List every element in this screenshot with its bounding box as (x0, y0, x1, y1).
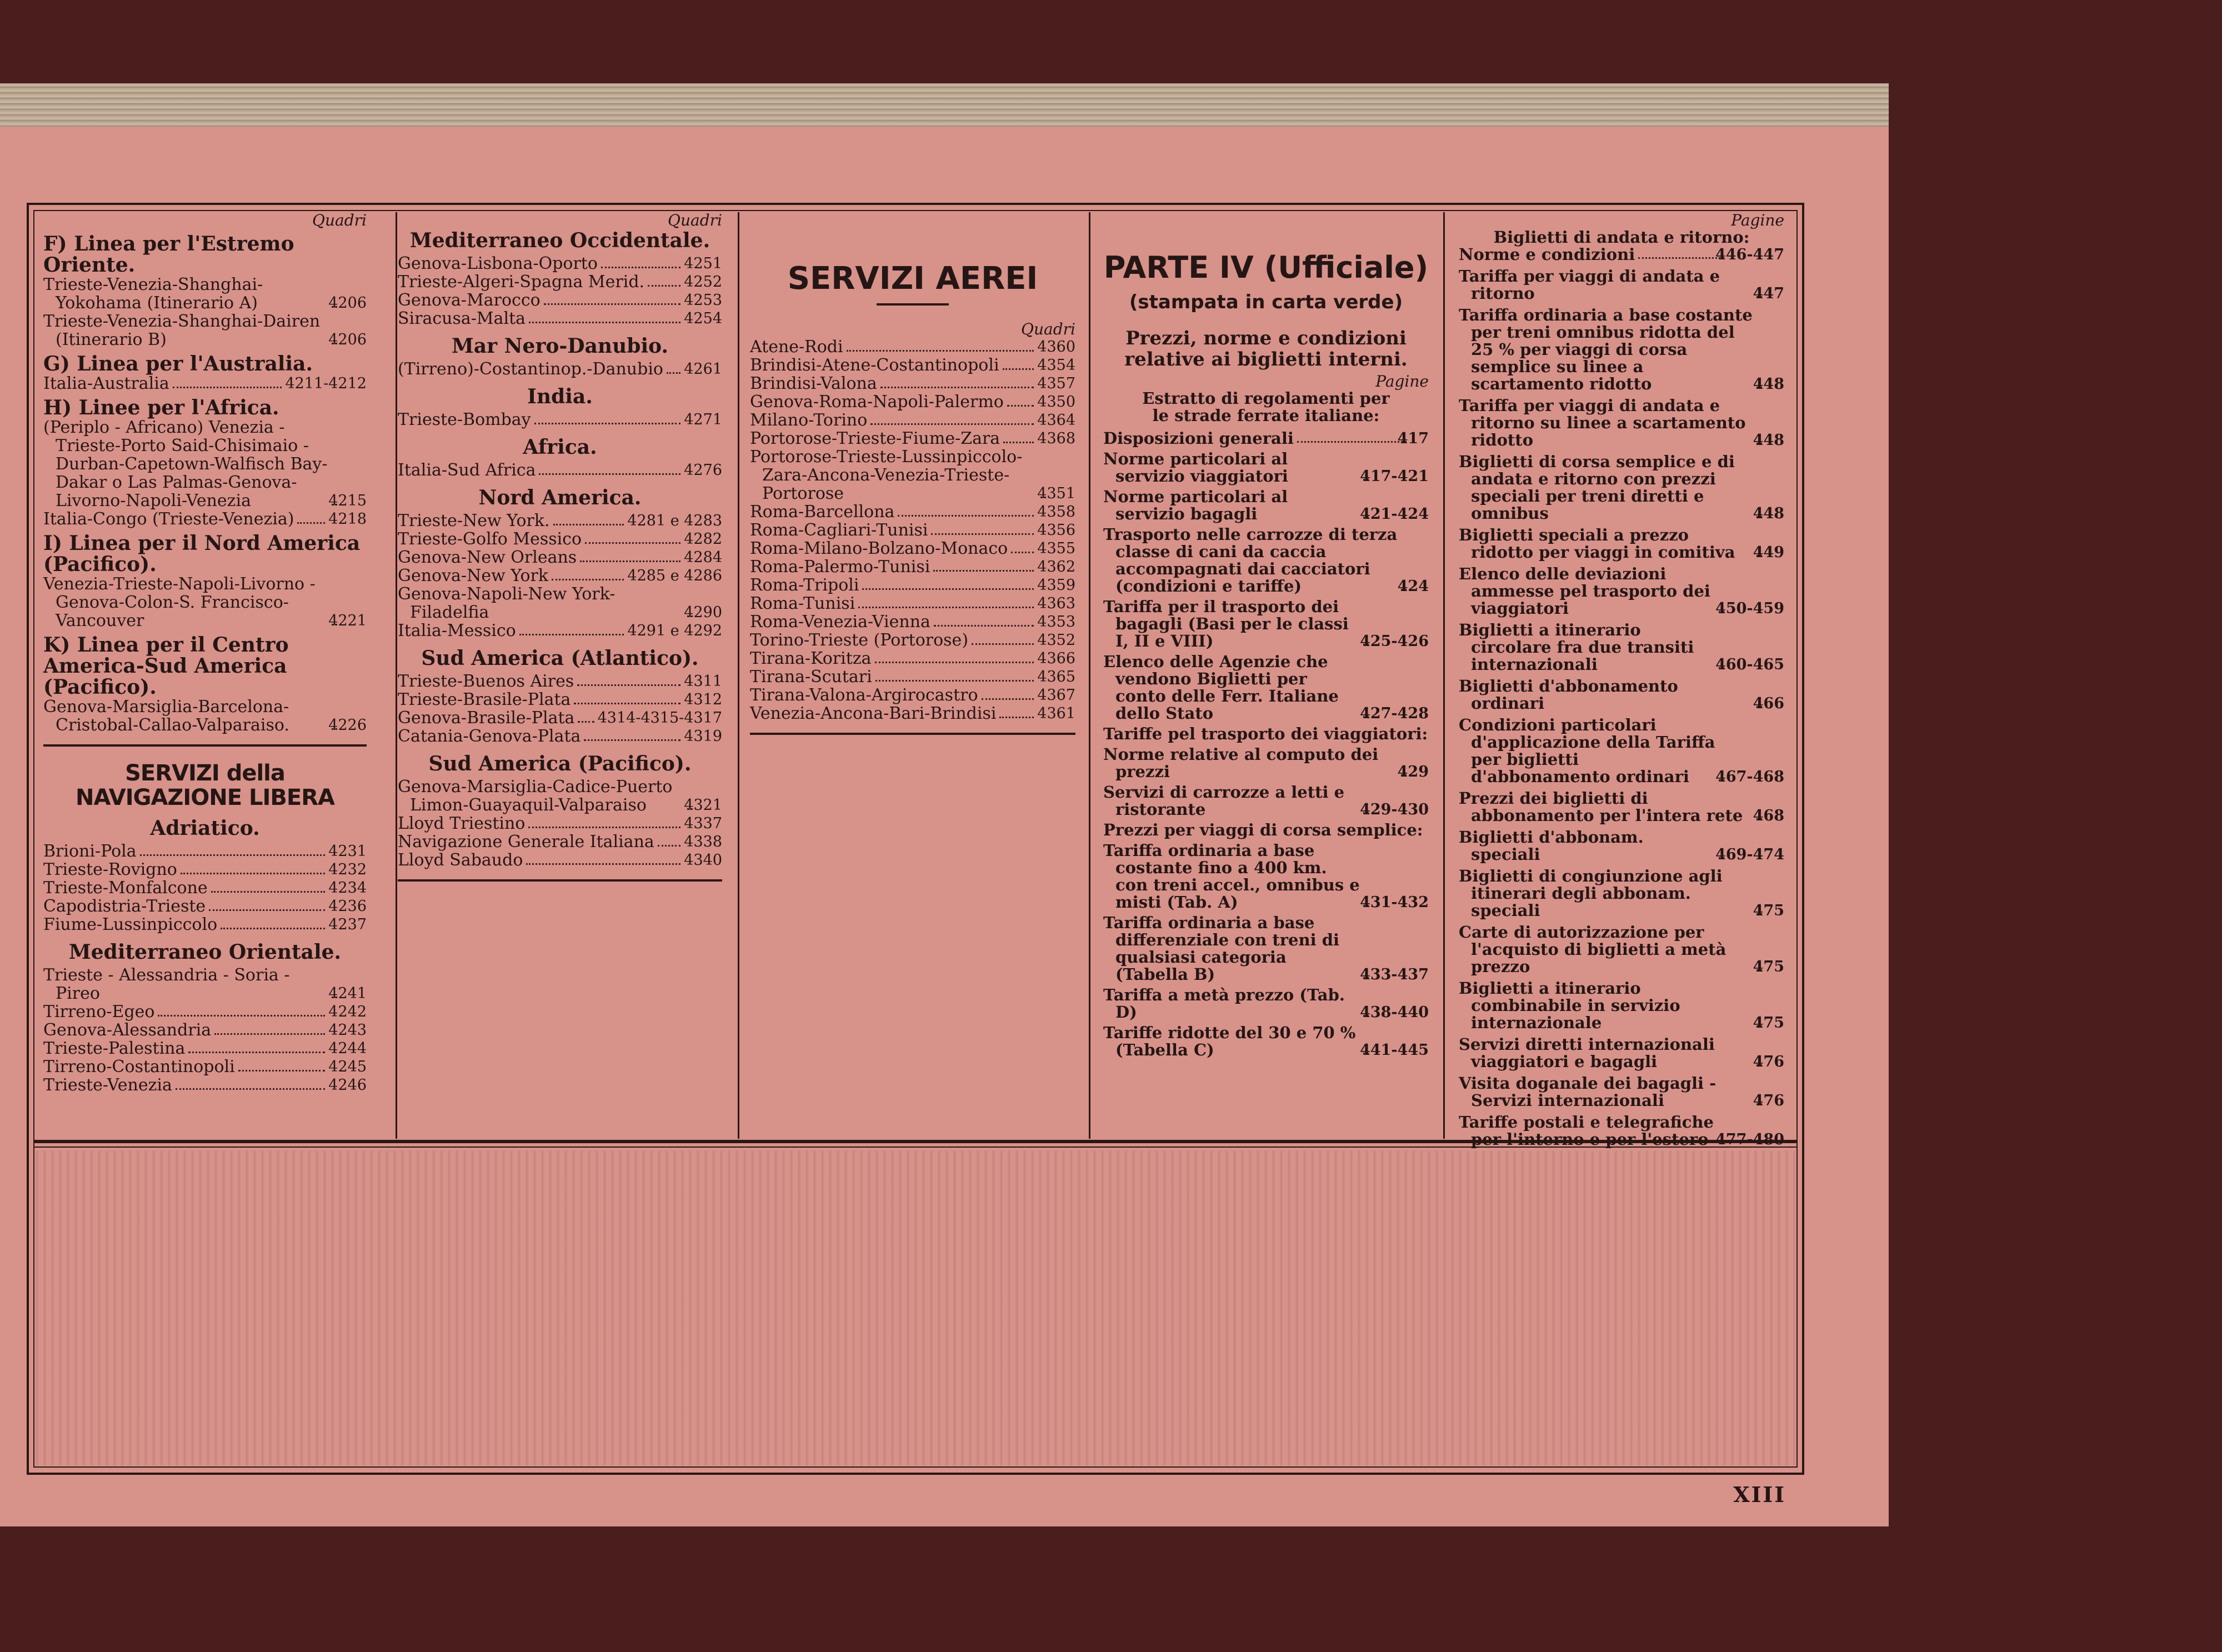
section-title: Mediterraneo Occidentale. (409, 229, 710, 252)
list-item: Brindisi-Valona 4357 (750, 374, 1075, 393)
list-item: Biglietti d'abbonam. speciali 469-474 (1459, 828, 1784, 864)
list-item: Trieste-Golfo Messico 4282 (398, 529, 722, 549)
list-item: Venezia-Ancona-Bari-Brindisi 4361 (750, 704, 1075, 723)
list-item: Biglietti a itinerario circolare fra due transiti internazionali 460-465 (1459, 620, 1784, 674)
list-item: Biglietti a itinerario combinabile in servizio internazionale 475 (1459, 979, 1784, 1032)
section-title: Sud America (Atlantico). (421, 647, 699, 670)
column-head: Pagine (1731, 211, 1784, 229)
list-item: Trieste-Bombay 4271 (398, 410, 722, 429)
column-head: Quadri (1021, 320, 1075, 338)
list-item: Navigazione Generale Italiana 4338 (398, 832, 722, 852)
list-item: Tariffa ordinaria a base costante per treni omnibus ridotta del 25 % per viaggi di corsa semplice su linee a scartamento ridotto 448 (1459, 306, 1784, 393)
list-item: Lloyd Triestino 4337 (398, 814, 722, 833)
section-title: Sud America (Pacifico). (428, 752, 692, 775)
list-item: Genova-Marsiglia-Cadice-Puerto Limon-Guayaquil-Valparaiso 4321 (398, 777, 722, 815)
parte-iv-heading: Prezzi, norme e condizioni relative ai biglietti interni. (1124, 327, 1408, 371)
list-item: Tariffa per il trasporto dei bagagli (Basi per le classi I, II e VIII) 425-426 (1103, 597, 1429, 650)
title-underline (877, 303, 949, 306)
list-item: Servizi diretti internazionali viaggiatori e bagagli 476 (1459, 1035, 1784, 1071)
servizi-aerei-title: SERVIZI AEREI (787, 261, 1038, 297)
list-item: Tariffe ridotte del 30 e 70 % (Tabella C) 441-445 (1103, 1023, 1429, 1059)
list-item: Norme relative al computo dei prezzi 429 (1103, 745, 1429, 781)
list-item: Disposizioni generali 417 (1103, 429, 1429, 448)
list-item: Italia-Sud Africa 4276 (398, 460, 722, 480)
list-item: Genova-New Orleans 4284 (398, 548, 722, 567)
list-item: Tariffa ordinaria a base costante fino a 400 km. con treni accel., omnibus e misti (Tab. A) 431-432 (1103, 841, 1429, 912)
list-item: Elenco delle deviazioni ammesse pel trasporto dei viaggiatori 450-459 (1459, 564, 1784, 618)
list-item: Fiume-Lussinpiccolo 4237 (43, 915, 367, 934)
list-item: Torino-Trieste (Portorose) 4352 (750, 630, 1075, 650)
list-item: Biglietti speciali a prezzo ridotto per viaggi in comitiva 449 (1459, 525, 1784, 562)
list-item: Genova-Lisbona-Oporto 4251 (398, 254, 722, 273)
list-item: Servizi di carrozze a letti e ristorante 429-430 (1103, 783, 1429, 819)
list-item: Capodistria-Trieste 4236 (43, 897, 367, 916)
column-divider (738, 212, 739, 1139)
list-item: Roma-Tripoli 4359 (750, 575, 1075, 595)
list-item: Italia-Congo (Trieste-Venezia) 4218 (43, 509, 367, 529)
list-item: Prezzi dei biglietti di abbonamento per l'intera rete 468 (1459, 789, 1784, 825)
list-item: Carte di autorizzazione per l'acquisto di biglietti a metà prezzo 475 (1459, 923, 1784, 976)
list-item: Trieste-Monfalcone 4234 (43, 878, 367, 898)
list-item: Trieste-Brasile-Plata 4312 (398, 690, 722, 709)
list-item: Portorose-Trieste-Lussinpiccolo-Zara-Ancona-Venezia-Trieste-Portorose 4351 (750, 447, 1075, 503)
list-item: Genova-Marocco 4253 (398, 291, 722, 310)
list-item: Roma-Barcellona 4358 (750, 502, 1075, 522)
list-item: Tirana-Scutari 4365 (750, 667, 1075, 687)
column-divider (1089, 212, 1090, 1139)
list-item: Genova-New York 4285 e 4286 (398, 566, 722, 585)
page-number: XIII (1733, 1482, 1786, 1507)
column-3 (750, 212, 1075, 745)
list-item: Roma-Palermo-Tunisi 4362 (750, 557, 1075, 577)
list-item: Trieste-Venezia 4246 (43, 1075, 367, 1095)
list-item: (Periplo - Africano) Venezia - Trieste-Porto Said-Chisimaio -Durban-Capetown-Walfisch Bay-Dakar o Las Palmas-Genova-Livorno-Napoli-Venezia 4215 (43, 418, 367, 510)
list-item: Italia-Messico 4291 e 4292 (398, 621, 722, 640)
column-head: Quadri (668, 211, 722, 229)
list-item: Roma-Cagliari-Tunisi 4356 (750, 520, 1075, 540)
list-item: Roma-Tunisi 4363 (750, 594, 1075, 613)
list-item: Portorose-Trieste-Fiume-Zara 4368 (750, 429, 1075, 448)
list-subheading: Biglietti di andata e ritorno: (1493, 228, 1750, 247)
list-item: Tariffa per viaggi di andata e ritorno su linee a scartamento ridotto 448 (1459, 396, 1784, 449)
section-title: Adriatico. (150, 817, 260, 840)
list-item: Italia-Australia 4211-4212 (43, 374, 367, 393)
list-item: Genova-Marsiglia-Barcelona-Cristobal-Callao-Valparaiso. 4226 (43, 697, 367, 735)
list-item: Tariffe postali e telegrafiche per l'interno e per l'estero 477-480 (1459, 1113, 1784, 1149)
section-title: Mediterraneo Orientale. (68, 940, 342, 964)
list-item: Lloyd Sabaudo 4340 (398, 850, 722, 870)
list-item: Biglietti di congiunzione agli itinerari degli abbonam. speciali 475 (1459, 867, 1784, 920)
extract-heading: Estratto di regolamenti per le strade ferrate italiane: (1142, 389, 1390, 425)
column-4 (1103, 212, 1429, 1059)
section-rule (750, 733, 1075, 735)
list-item: Tirana-Valona-Argirocastro 4367 (750, 685, 1075, 705)
list-item: Biglietti di corsa semplice e di andata e ritorno con prezzi speciali per treni diretti e omnibus 448 (1459, 452, 1784, 523)
column-2 (398, 212, 722, 892)
section-title: G) Linea per l'Australia. (43, 352, 313, 376)
list-item: Tirana-Koritza 4366 (750, 649, 1075, 668)
list-subheading: Tariffe pel trasporto dei viaggiatori: (1103, 724, 1428, 743)
faded-show-through-area (36, 1151, 1795, 1465)
section-title: I) Linea per il Nord America (Pacifico). (43, 532, 361, 576)
list-item: Atene-Rodi 4360 (750, 337, 1075, 357)
parte-iv-subtitle: (stampata in carta verde) (1129, 291, 1403, 313)
list-item: Roma-Milano-Bolzano-Monaco 4355 (750, 539, 1075, 558)
list-item: Genova-Roma-Napoli-Palermo 4350 (750, 392, 1075, 412)
list-item: Trieste-Palestina 4244 (43, 1039, 367, 1058)
section-title: Nord America. (478, 486, 642, 509)
list-item: Brindisi-Atene-Costantinopoli 4354 (750, 356, 1075, 375)
list-item: Tariffa per viaggi di andata e ritorno 447 (1459, 267, 1784, 303)
list-item: Trieste-New York. 4281 e 4283 (398, 511, 722, 530)
section-rule (398, 879, 722, 882)
list-item: Trieste-Algeri-Spagna Merid. 4252 (398, 272, 722, 292)
section-title: Mar Nero-Danubio. (451, 334, 669, 358)
list-item: Brioni-Pola 4231 (43, 842, 367, 861)
section-title: India. (527, 385, 593, 408)
list-item: Tariffa ordinaria a base differenziale con treni di qualsiasi categoria (Tabella B) 433-437 (1103, 913, 1429, 984)
column-1 (43, 212, 367, 1094)
list-item: Visita doganale dei bagagli - Servizi internazionali 476 (1459, 1074, 1784, 1110)
column-divider (396, 212, 397, 1139)
list-item: Trieste - Alessandria - Soria - Pireo 4241 (43, 965, 367, 1003)
section-title: H) Linee per l'Africa. (43, 396, 279, 419)
list-item: Biglietti d'abbonamento ordinari 466 (1459, 677, 1784, 713)
list-item: Trieste-Venezia-Shanghai-Yokohama (Itinerario A) 4206 (43, 275, 367, 313)
list-item: Elenco delle Agenzie che vendono Biglietti per conto delle Ferr. Italiane dello Stato 427-428 (1103, 652, 1429, 723)
column-5 (1459, 212, 1784, 1148)
list-subheading: Prezzi per viaggi di corsa semplice: (1103, 820, 1423, 839)
list-item: Roma-Venezia-Vienna 4353 (750, 612, 1075, 632)
list-item: Trieste-Buenos Aires 4311 (398, 672, 722, 691)
list-item: Genova-Alessandria 4243 (43, 1020, 367, 1040)
list-item: Norme particolari al servizio bagagli 421-424 (1103, 487, 1429, 523)
section-rule (43, 744, 367, 747)
list-item: Norme particolari al servizio viaggiatori 417-421 (1103, 449, 1429, 485)
list-item: Norme e condizioni 446-447 (1459, 245, 1784, 264)
list-item: Siracusa-Malta 4254 (398, 309, 722, 328)
column-divider (1443, 212, 1445, 1139)
list-item: Trieste-Rovigno 4232 (43, 860, 367, 879)
list-item: (Tirreno)-Costantinop.-Danubio 4261 (398, 359, 722, 379)
section-title: F) Linea per l'Estremo Oriente. (43, 232, 294, 277)
list-item: Genova-Brasile-Plata 4314-4315-4317 (398, 708, 722, 728)
list-item: Trasporto nelle carrozze di terza classe di cani da caccia accompagnati dai cacciatori (condizioni e tariffe) 424 (1103, 525, 1429, 595)
section-title: K) Linea per il Centro America-Sud America (Pacifico). (43, 633, 289, 699)
column-head: Quadri (312, 211, 367, 229)
column-head: Pagine (1375, 372, 1429, 391)
parte-iv-title: PARTE IV (Ufficiale) (1103, 250, 1429, 285)
list-item: Condizioni particolari d'applicazione della Tariffa per biglietti d'abbonamento ordinari 467-468 (1459, 715, 1784, 786)
navigazione-libera-title: SERVIZI della NAVIGAZIONE LIBERA (76, 760, 334, 810)
section-title: Africa. (523, 435, 597, 459)
list-item: Trieste-Venezia-Shanghai-Dairen (Itinerario B) 4206 (43, 312, 367, 349)
list-item: Tirreno-Costantinopoli 4245 (43, 1057, 367, 1077)
list-item: Genova-Napoli-New York-Filadelfia 4290 (398, 584, 722, 622)
list-item: Catania-Genova-Plata 4319 (398, 727, 722, 746)
list-item: Tirreno-Egeo 4242 (43, 1002, 367, 1022)
list-item: Milano-Torino 4364 (750, 411, 1075, 430)
list-item: Tariffa a metà prezzo (Tab. D) 438-440 (1103, 985, 1429, 1022)
list-item: Venezia-Trieste-Napoli-Livorno -Genova-Colon-S. Francisco-Vancouver 4221 (43, 574, 367, 630)
